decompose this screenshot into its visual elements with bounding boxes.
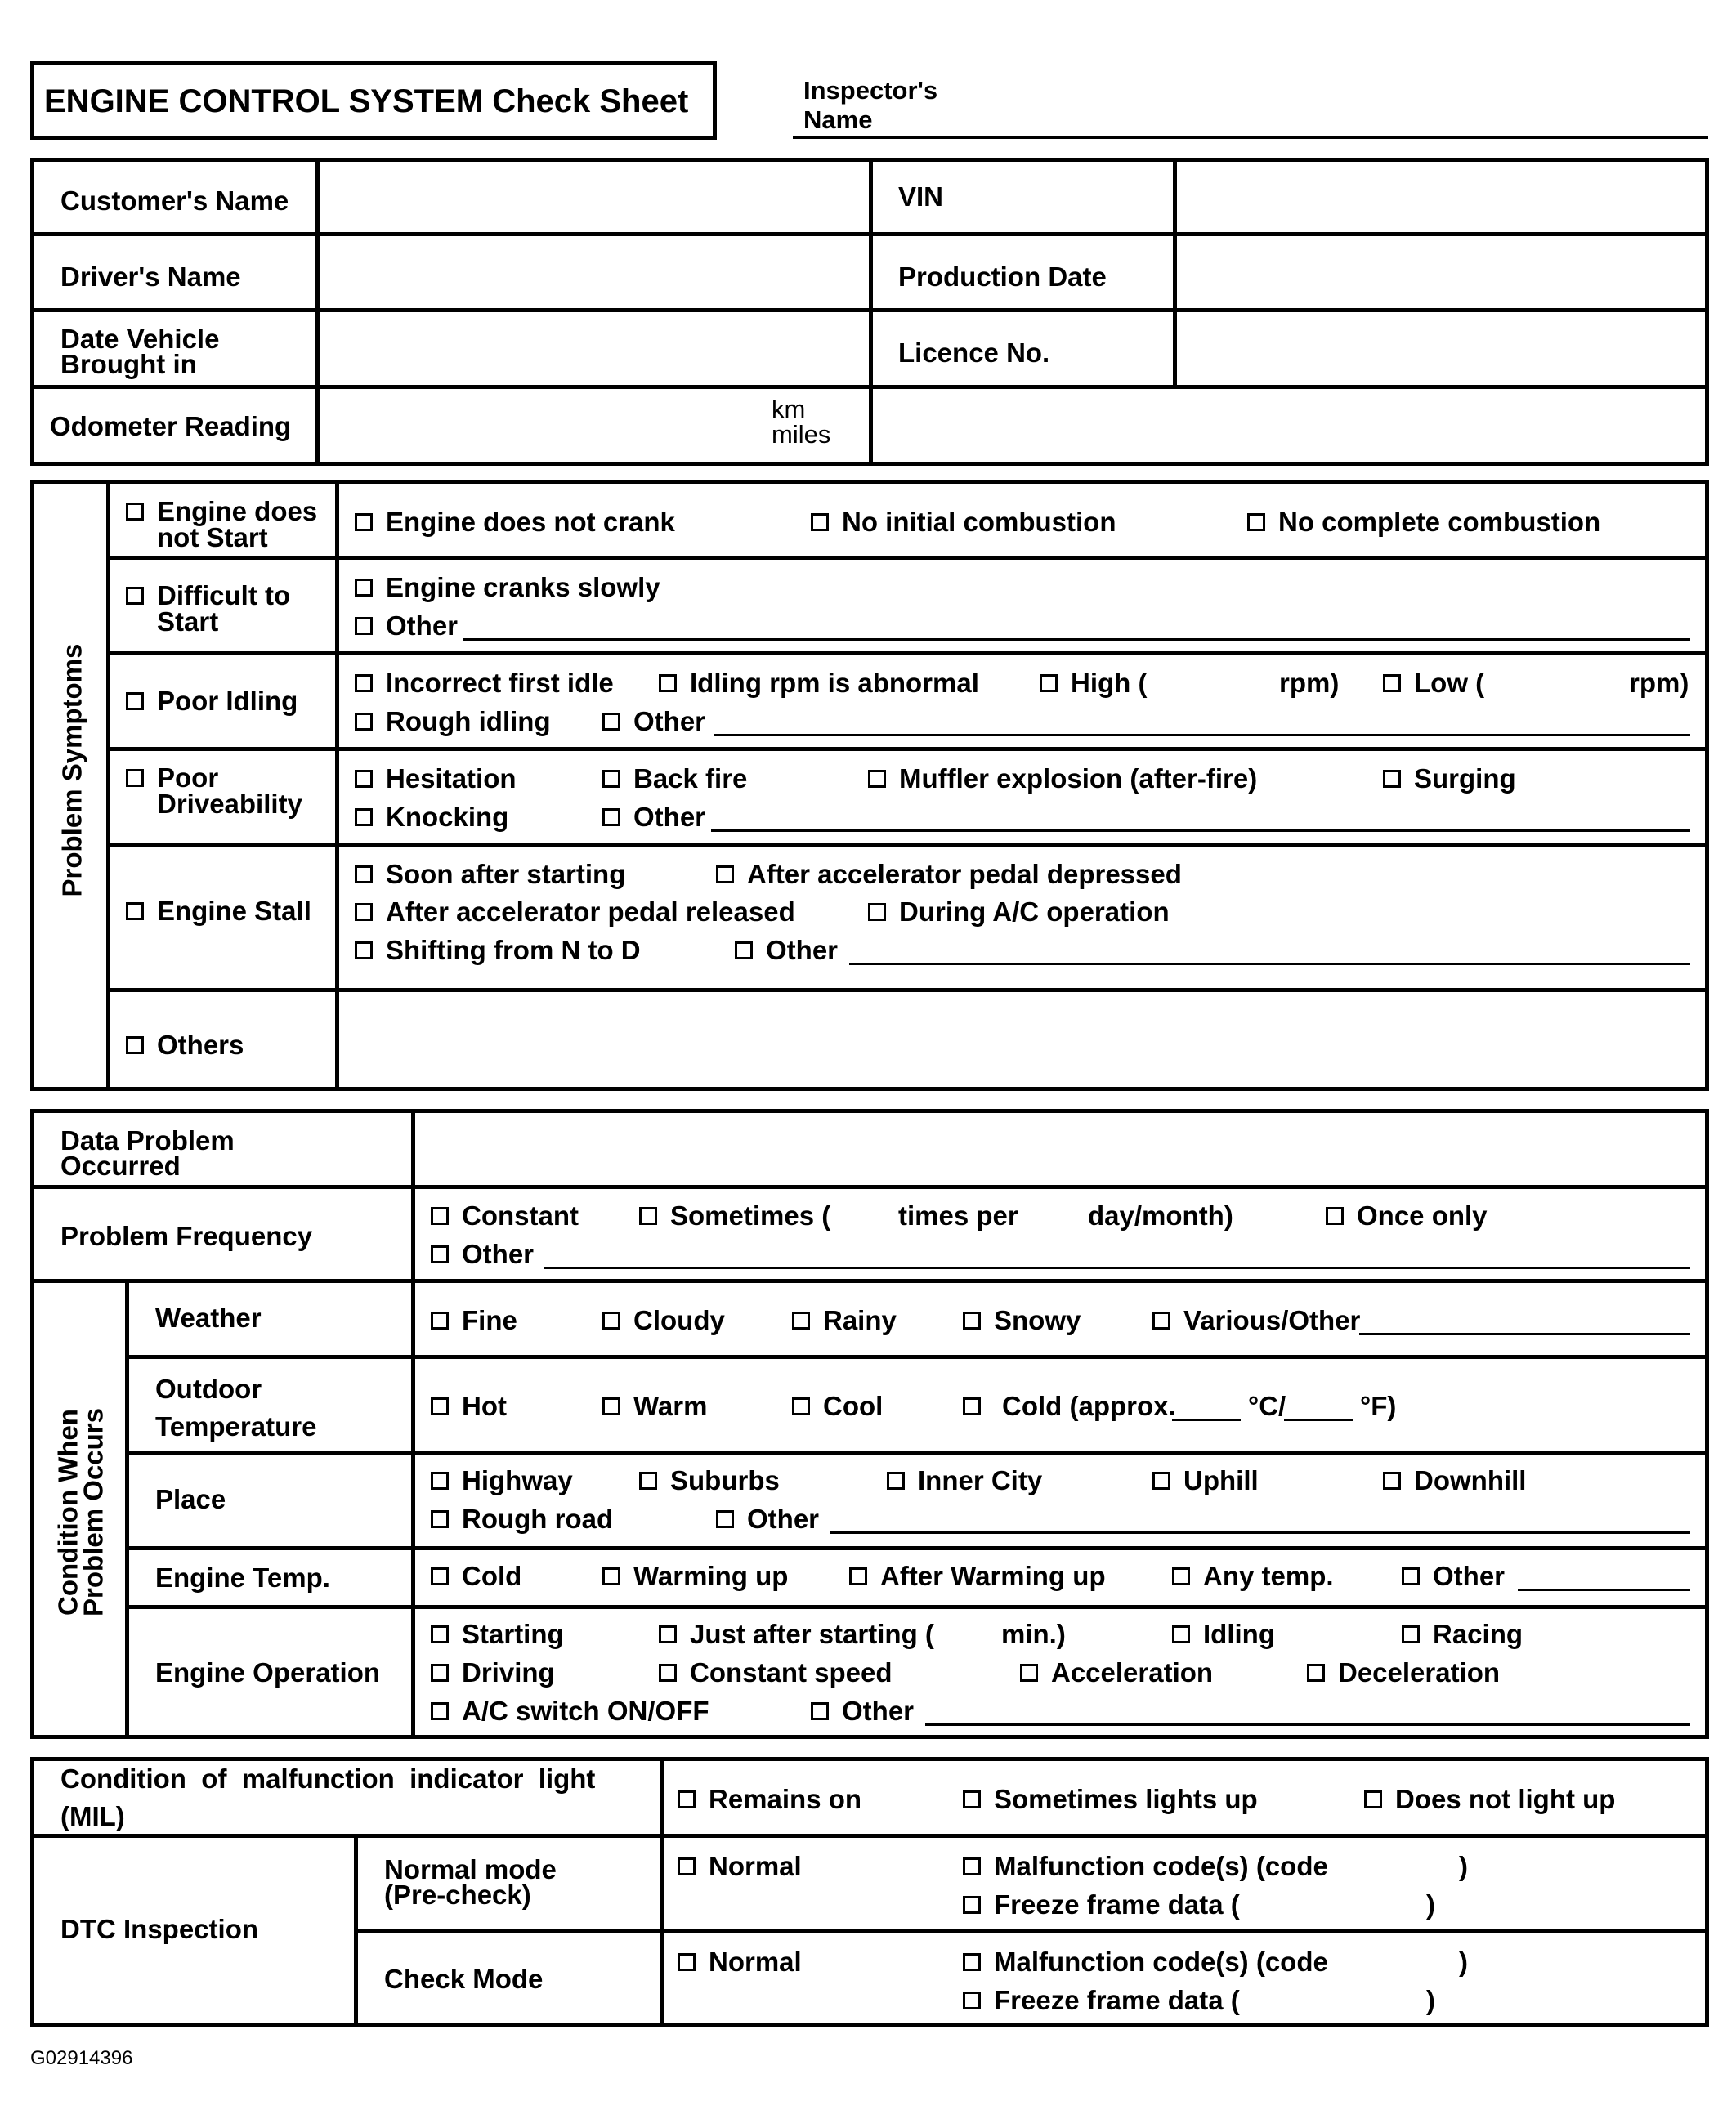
checkbox-icon[interactable]	[355, 808, 373, 826]
row-divider	[106, 747, 1709, 751]
col-divider	[125, 1279, 129, 1739]
checkbox-icon[interactable]	[868, 770, 886, 788]
miles-unit: miles	[772, 420, 831, 449]
normal-mode-label-line1: Normal mode	[384, 1854, 557, 1884]
row-divider	[106, 651, 1709, 655]
difficult-to-start-label-line2: Start	[157, 606, 219, 637]
frequency-other-line[interactable]	[544, 1267, 1690, 1269]
checkbox-icon[interactable]	[963, 1790, 981, 1808]
row-divider	[125, 1546, 1709, 1550]
problem-symptoms-section-label: Problem Symptoms	[56, 643, 87, 897]
checkbox-icon[interactable]	[602, 1567, 620, 1585]
licence-no-label: Licence No.	[898, 338, 1050, 368]
col-divider	[335, 480, 339, 1091]
engine-temp-label: Engine Temp.	[155, 1562, 330, 1593]
checkbox-icon[interactable]	[355, 865, 373, 883]
col-divider	[1173, 158, 1177, 388]
checkbox-icon[interactable]	[126, 1036, 144, 1054]
op-other-line[interactable]	[925, 1723, 1690, 1726]
fahrenheit-unit: °F)	[1360, 1391, 1397, 1421]
checkbox-icon[interactable]	[1364, 1790, 1382, 1808]
problem-frequency-label: Problem Frequency	[60, 1221, 313, 1251]
place-label: Place	[155, 1484, 226, 1514]
engine-stall-other-line[interactable]	[849, 963, 1690, 965]
col-divider	[869, 158, 873, 466]
checkbox-icon[interactable]	[355, 941, 373, 959]
row-divider	[125, 1451, 1709, 1455]
km-unit: km	[772, 395, 806, 423]
date-vehicle-label-line1: Date Vehicle	[60, 324, 220, 354]
data-problem-field[interactable]	[418, 1115, 1703, 1183]
checkbox-icon[interactable]	[126, 769, 144, 787]
row-divider	[30, 1185, 1709, 1189]
row-divider	[106, 988, 1709, 992]
checkbox-icon[interactable]	[1383, 1472, 1401, 1490]
checkbox-icon[interactable]	[431, 1510, 449, 1528]
checkbox-icon[interactable]	[1020, 1664, 1038, 1682]
checkbox-icon[interactable]	[1247, 513, 1265, 531]
engine-temp-other-line[interactable]	[1518, 1589, 1690, 1591]
col-divider	[106, 480, 110, 1091]
checkbox-icon[interactable]	[659, 1664, 677, 1682]
outdoor-temp-label-line1: Outdoor	[155, 1374, 262, 1404]
inspector-label-line1: Inspector's	[803, 76, 938, 105]
checkbox-icon[interactable]	[1172, 1625, 1190, 1643]
checkbox-icon[interactable]	[1402, 1567, 1420, 1585]
odometer-label: Odometer Reading	[50, 411, 292, 441]
checkbox-icon[interactable]	[602, 808, 620, 826]
check-mode-codes-close: )	[1459, 1947, 1468, 1977]
checkbox-icon[interactable]	[431, 1625, 449, 1643]
engine-does-not-start-label-line2: not Start	[157, 522, 268, 552]
checkbox-icon[interactable]	[1172, 1567, 1190, 1585]
checkbox-icon[interactable]	[602, 1397, 620, 1415]
inspector-label-line2: Name	[803, 105, 873, 134]
customer-name-field[interactable]	[323, 163, 866, 230]
checkbox-icon[interactable]	[963, 1992, 981, 2009]
page-title: ENGINE CONTROL SYSTEM Check Sheet	[44, 83, 689, 119]
poor-driveability-other-line[interactable]	[711, 829, 1690, 832]
checkbox-icon[interactable]	[963, 1857, 981, 1875]
production-date-field[interactable]	[1180, 239, 1703, 306]
checkbox-icon[interactable]	[355, 617, 373, 635]
date-vehicle-field[interactable]	[323, 315, 866, 382]
checkbox-icon[interactable]	[1383, 770, 1401, 788]
checkbox-icon[interactable]	[355, 513, 373, 531]
engine-operation-label: Engine Operation	[155, 1657, 381, 1688]
checkbox-icon[interactable]	[355, 713, 373, 731]
place-other-line[interactable]	[830, 1531, 1690, 1534]
normal-mode-codes-close: )	[1459, 1851, 1468, 1881]
checkbox-icon[interactable]	[602, 770, 620, 788]
checkbox-icon[interactable]	[887, 1472, 905, 1490]
mil-label-line2: (MIL)	[60, 1801, 125, 1831]
check-mode-freeze-close: )	[1426, 1985, 1435, 2015]
row-divider	[354, 1929, 1709, 1933]
checkbox-icon[interactable]	[639, 1207, 657, 1225]
odometer-field[interactable]	[323, 392, 764, 459]
col-divider	[660, 1757, 664, 2027]
celsius-value-line[interactable]	[1172, 1419, 1241, 1421]
row-divider	[30, 1279, 1709, 1283]
driver-name-label: Driver's Name	[60, 262, 241, 292]
vin-field[interactable]	[1180, 163, 1703, 230]
data-problem-label-line2: Occurred	[60, 1151, 181, 1181]
low-rpm-unit: rpm)	[1629, 668, 1689, 698]
fahrenheit-value-line[interactable]	[1284, 1419, 1353, 1421]
conditions-section-label-line2: Problem Occurs	[78, 1408, 109, 1616]
difficult-start-other-line[interactable]	[463, 638, 1690, 641]
checkbox-icon[interactable]	[1307, 1664, 1325, 1682]
conditions-section-label-line1: Condition When	[52, 1409, 83, 1616]
dtc-inspection-label: DTC Inspection	[60, 1914, 259, 1944]
day-month-text: day/month)	[1088, 1200, 1233, 1231]
checkbox-icon[interactable]	[602, 1312, 620, 1330]
mil-label-line1: Condition of malfunction indicator light	[60, 1764, 596, 1794]
checkbox-icon[interactable]	[431, 1397, 449, 1415]
minutes-unit: min.)	[1001, 1619, 1066, 1649]
figure-id: G02914396	[30, 2047, 133, 2069]
checkbox-icon[interactable]	[126, 902, 144, 920]
checkbox-icon[interactable]	[431, 1245, 449, 1263]
checkbox-icon[interactable]	[811, 513, 829, 531]
checkbox-icon[interactable]	[355, 579, 373, 597]
vin-label: VIN	[898, 181, 944, 212]
checkbox-icon[interactable]	[849, 1567, 867, 1585]
checkbox-icon[interactable]	[716, 1510, 734, 1528]
poor-driveability-label-line2: Driveability	[157, 789, 302, 819]
times-per-text: times per	[898, 1200, 1018, 1231]
high-rpm-unit: rpm)	[1279, 668, 1340, 698]
checkbox-icon[interactable]	[431, 1702, 449, 1720]
licence-no-field[interactable]	[1180, 315, 1703, 382]
checkbox-icon[interactable]	[355, 770, 373, 788]
poor-idling-other-line[interactable]	[714, 734, 1690, 736]
normal-mode-freeze-close: )	[1426, 1889, 1435, 1920]
checkbox-icon[interactable]	[639, 1472, 657, 1490]
customer-name-label: Customer's Name	[60, 186, 289, 216]
col-divider	[315, 158, 320, 466]
weather-label: Weather	[155, 1303, 262, 1333]
checkbox-icon[interactable]	[1326, 1207, 1344, 1225]
production-date-label: Production Date	[898, 262, 1107, 292]
row-divider	[125, 1605, 1709, 1609]
checkbox-icon[interactable]	[1383, 674, 1401, 692]
odometer-extra-field[interactable]	[876, 392, 1703, 459]
checkbox-icon[interactable]	[811, 1702, 829, 1720]
checkbox-icon[interactable]	[431, 1312, 449, 1330]
checkbox-icon[interactable]	[678, 1857, 696, 1875]
checkbox-icon[interactable]	[963, 1312, 981, 1330]
normal-mode-label-line2: (Pre-check)	[384, 1880, 531, 1910]
check-mode-label: Check Mode	[384, 1964, 544, 1994]
checkbox-icon[interactable]	[678, 1790, 696, 1808]
row-divider	[106, 556, 1709, 560]
celsius-unit: °C/	[1248, 1391, 1286, 1421]
driver-name-field[interactable]	[323, 239, 866, 306]
checkbox-icon[interactable]	[126, 587, 144, 605]
weather-other-line[interactable]	[1359, 1333, 1690, 1335]
checkbox-icon[interactable]	[431, 1567, 449, 1585]
checkbox-icon[interactable]	[868, 903, 886, 921]
checkbox-icon[interactable]	[126, 503, 144, 521]
others-field[interactable]	[342, 994, 1703, 1085]
outdoor-temp-label-line2: Temperature	[155, 1411, 317, 1442]
checkbox-icon[interactable]	[431, 1472, 449, 1490]
checkbox-icon[interactable]	[602, 713, 620, 731]
checkbox-icon[interactable]	[963, 1896, 981, 1914]
checkbox-icon[interactable]	[1152, 1312, 1170, 1330]
checkbox-icon[interactable]	[792, 1397, 810, 1415]
row-divider	[106, 843, 1709, 847]
checkbox-icon[interactable]	[431, 1664, 449, 1682]
checkbox-icon[interactable]	[431, 1207, 449, 1225]
row-divider	[30, 1834, 1709, 1838]
data-problem-label-line1: Data Problem	[60, 1125, 235, 1156]
inspector-name-underline[interactable]	[793, 136, 1708, 139]
checkbox-icon[interactable]	[126, 692, 144, 710]
checkbox-icon[interactable]	[1402, 1625, 1420, 1643]
checkbox-icon[interactable]	[678, 1953, 696, 1971]
checkbox-icon[interactable]	[659, 1625, 677, 1643]
checkbox-icon[interactable]	[355, 903, 373, 921]
checkbox-icon[interactable]	[1152, 1472, 1170, 1490]
checkbox-icon[interactable]	[659, 674, 677, 692]
checkbox-icon[interactable]	[355, 674, 373, 692]
checkbox-icon[interactable]	[792, 1312, 810, 1330]
checkbox-icon[interactable]	[735, 941, 753, 959]
col-divider	[411, 1109, 415, 1739]
checkbox-icon[interactable]	[963, 1953, 981, 1971]
checkbox-icon[interactable]	[716, 865, 734, 883]
checkbox-icon[interactable]	[963, 1397, 981, 1415]
checkbox-icon[interactable]	[1040, 674, 1058, 692]
date-vehicle-label-line2: Brought in	[60, 349, 197, 379]
row-divider	[125, 1355, 1709, 1359]
